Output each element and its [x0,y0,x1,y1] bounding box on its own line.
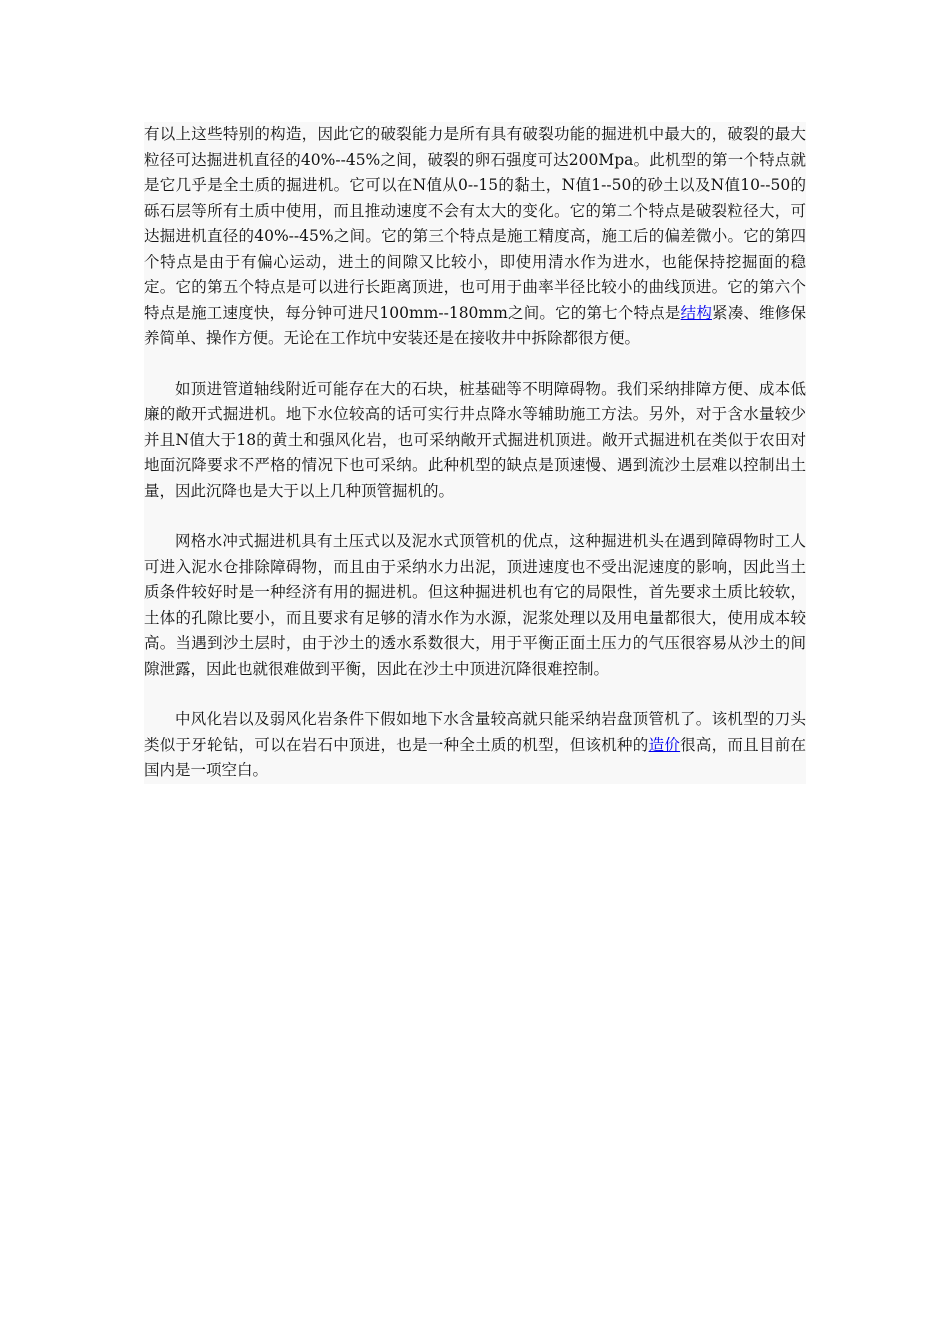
paragraph-1-text-a: 有以上这些特别的构造，因此它的破裂能力是所有具有破裂功能的掘进机中最大的，破裂的最大粒径可达掘进机直径的40%--45%之间，破裂的卵石强度可达200Mpa。此机型的第一个特点就是它几乎是全土质的掘进机。它可以在N值从0--15的黏土，N值1--50的砂土以及N值10--50的砾石层等所有土质中使用，而且推动速度不会有太大的变化。它的第二个特点是破裂粒径大，可达掘进机直径的40%--45%之间。它的第三个特点是施工精度高，施工后的偏差微小。它的第四个特点是由于有偏心运动，进土的间隙又比较小，即使用清水作为进水，也能保持挖掘面的稳定。它的第五个特点是可以进行长距离顶进，也可用于曲率半径比较小的曲线顶进。它的第六个特点是施工速度快，每分钟可进尺100mm--180mm之间。它的第七个特点是 [144,125,806,322]
paragraph-2: 如顶进管道轴线附近可能存在大的石块，桩基础等不明障碍物。我们采纳排障方便、成本低廉的敞开式掘进机。地下水位较高的话可实行井点降水等辅助施工方法。另外，对于含水量较少并且N值大于18的黄土和强风化岩，也可采纳敞开式掘进机顶进。敞开式掘进机在类似于农田对地面沉降要求不严格的情况下也可采纳。此种机型的缺点是顶速慢、遇到流沙土层难以控制出土量，因此沉降也是大于以上几种顶管掘机的。 [144,379,806,500]
link-cost[interactable]: 造价 [648,735,681,754]
paragraph-4-text-b: 很高，而且目前在国内是一项空白。 [144,735,806,779]
document-body [144,122,806,784]
paragraph-3: 网格水冲式掘进机具有土压式以及泥水式顶管机的优点，这种掘进机头在遇到障碍物时工人可进入泥水仓排除障碍物，而且由于采纳水力出泥，顶进速度也不受出泥速度的影响，因此当土质条件较好时是一种经济有用的掘进机。但这种掘进机也有它的局限性，首先要求土质比较软，土体的孔隙比要小，而且要求有足够的清水作为水源，泥浆处理以及用电量都很大，使用成本较高。当遇到沙土层时，由于沙土的透水系数很大，用于平衡正面土压力的气压很容易从沙土的间隙泄露，因此也就很难做到平衡，因此在沙土中顶进沉降很难控制。 [144,532,806,678]
paragraph-1 [144,122,806,352]
paragraph-4-text-a: 中风化岩以及弱风化岩条件下假如地下水含量较高就只能采纳岩盘顶管机了。该机型的刀头类似于牙轮钻，可以在岩石中顶进，也是一种全土质的机型，但该机种的 [144,710,806,754]
link-structure[interactable]: 结构 [680,303,713,322]
paragraph-4 [144,707,806,784]
paragraph-1-text-b: 紧凑、维修保养简单、操作方便。无论在工作坑中安装还是在接收井中拆除都很方便。 [144,303,806,347]
